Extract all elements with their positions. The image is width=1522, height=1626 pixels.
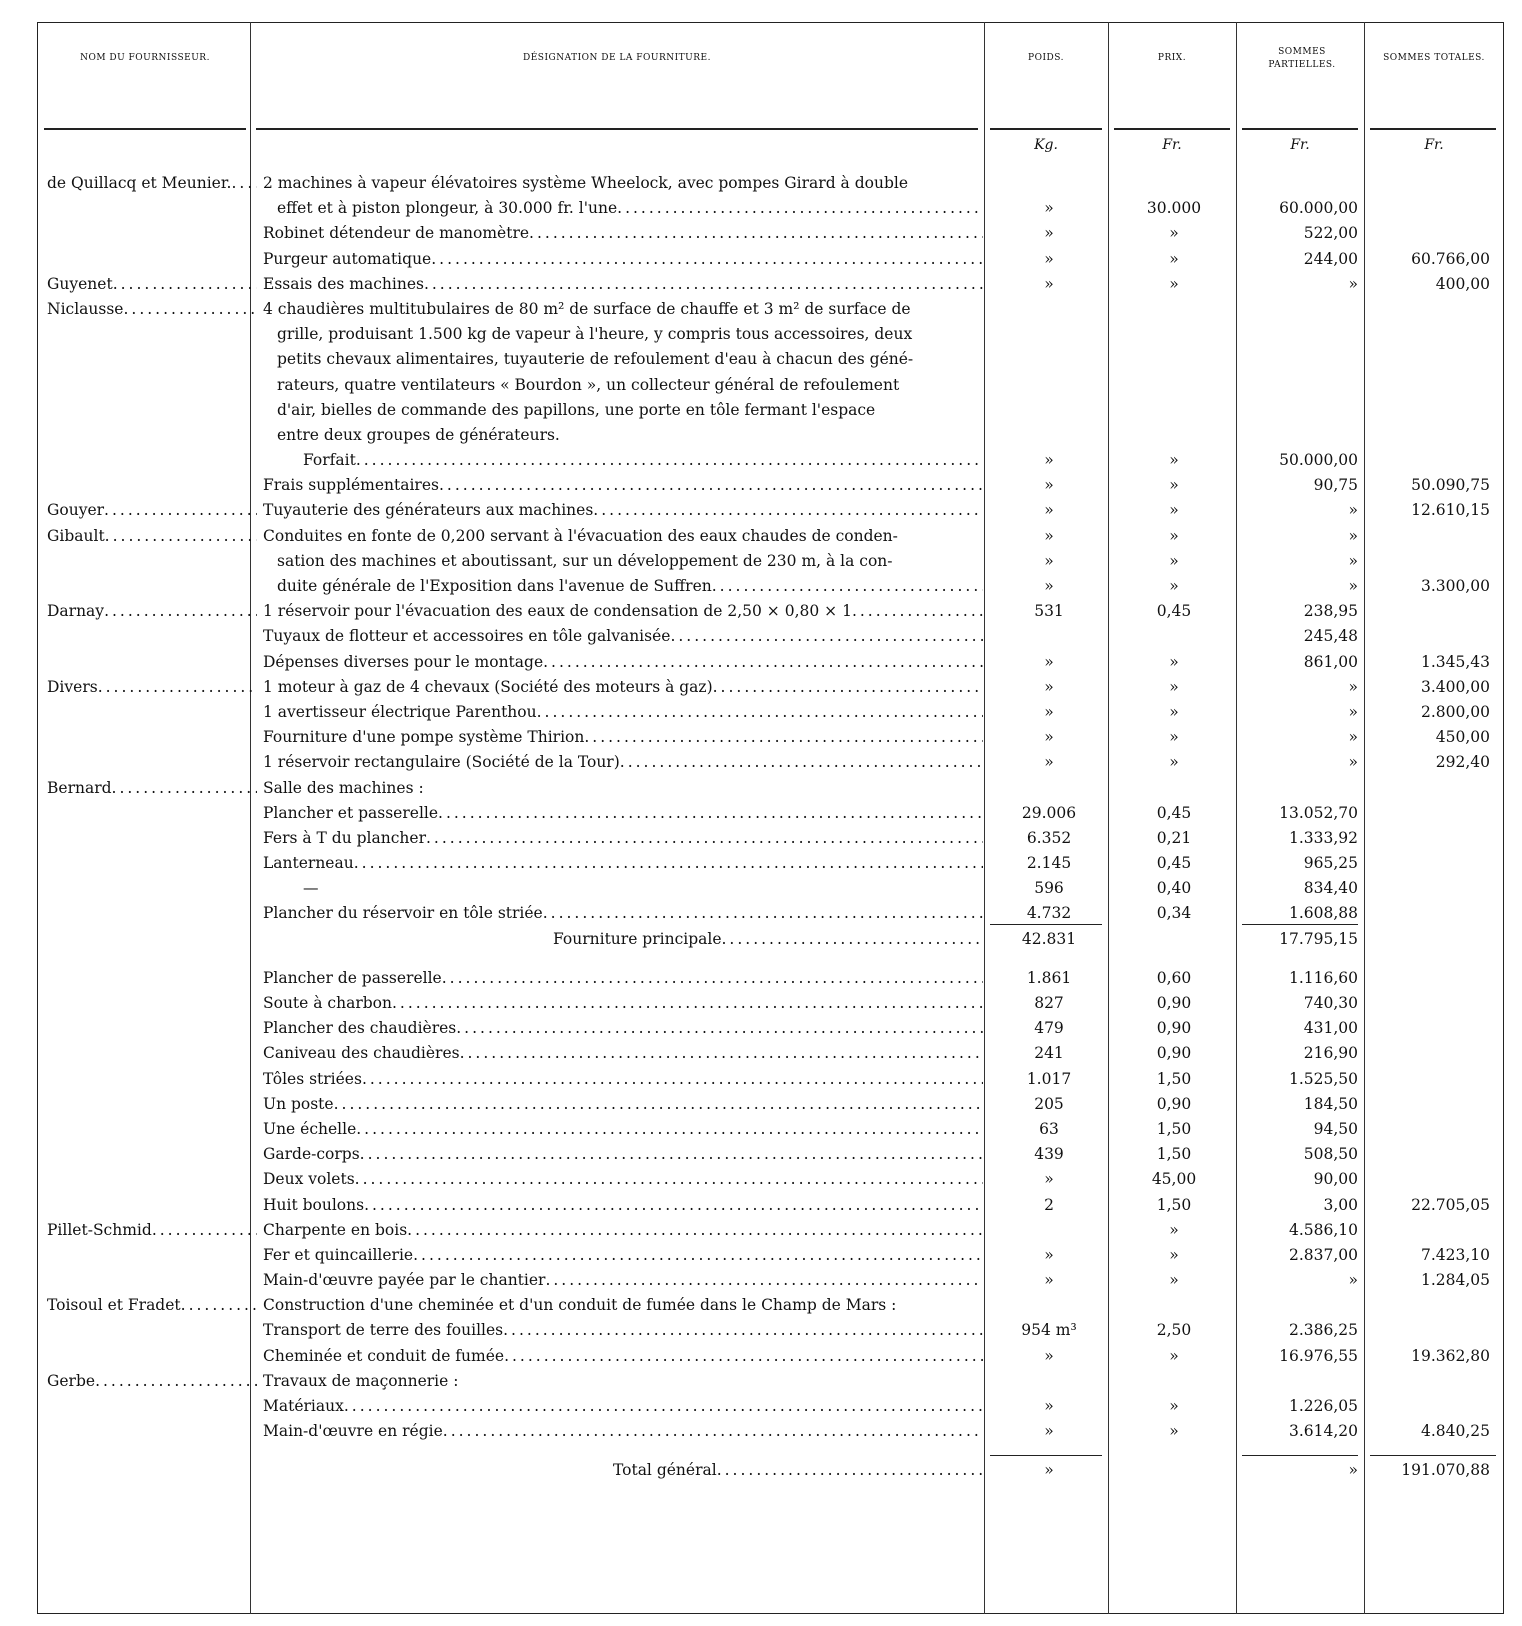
item-designation: Plancher du réservoir en tôle striée .....	[263, 901, 983, 926]
row-spacer	[0, 952, 1522, 966]
item-somme-partielle: »	[1348, 677, 1358, 696]
item-designation: Essais des machines .....	[263, 272, 983, 297]
table-row	[0, 1092, 1522, 1117]
unit-totales: Fr.	[1424, 137, 1444, 153]
table-row	[0, 1016, 1522, 1041]
item-somme-totale: 3.300,00	[1420, 577, 1490, 595]
item-prix: »	[1169, 224, 1179, 243]
item-designation: grille, produisant 1.500 kg de vapeur à l'heure, y compris tous accessoires, deux	[277, 325, 913, 344]
item-designation: 4 chaudières multitubulaires de 80 m² de surface de chauffe et 3 m² de surface de	[263, 299, 911, 318]
header-totales: SOMMES TOTALES.	[1383, 53, 1485, 63]
header-partielles: SOMMES PARTIELLES.	[1268, 47, 1336, 70]
item-somme-totale: 4.840,25	[1420, 1422, 1490, 1441]
item-designation: Plancher des chaudières .....	[263, 1016, 983, 1041]
item-prix: »	[1169, 274, 1179, 293]
item-somme-totale: 2.800,00	[1420, 702, 1490, 721]
item-prix: »	[1169, 1346, 1179, 1365]
item-prix: »	[1169, 551, 1179, 570]
item-somme-partielle: 2.837,00	[1288, 1245, 1358, 1264]
item-designation: —	[303, 879, 319, 898]
table-row	[0, 1419, 1522, 1444]
item-designation: Fourniture principale .....	[263, 927, 983, 952]
item-designation: Forfait .....	[263, 448, 983, 473]
item-somme-partielle: »	[1348, 577, 1358, 595]
table-row	[0, 1218, 1522, 1243]
table-row	[0, 650, 1522, 675]
table-row	[0, 1041, 1522, 1066]
item-designation: effet et à piston plongeur, à 30.000 fr. l'une .....	[263, 196, 983, 221]
item-designation: Salle des machines :	[263, 778, 424, 797]
item-somme-totale: 50.090,75	[1411, 476, 1490, 495]
item-designation: Travaux de maçonnerie :	[263, 1371, 459, 1390]
item-somme-partielle: »	[1348, 728, 1358, 747]
item-somme-partielle: »	[1348, 526, 1358, 545]
item-designation: Caniveau des chaudières .....	[263, 1041, 983, 1066]
item-somme-partielle: 50.000,00	[1279, 451, 1358, 470]
item-designation: entre deux groupes de générateurs.	[277, 425, 560, 444]
supplier-name: Toisoul et Fradet .....	[47, 1293, 257, 1318]
item-poids: 479	[1034, 1019, 1064, 1038]
item-prix: 1,50	[1156, 1069, 1192, 1088]
item-designation: Plancher et passerelle .....	[263, 801, 983, 826]
table-row	[0, 801, 1522, 826]
item-somme-totale: 450,00	[1435, 728, 1490, 747]
item-prix: 2,50	[1156, 1321, 1192, 1340]
item-prix: »	[1169, 249, 1179, 268]
item-somme-partielle: »	[1348, 274, 1358, 293]
item-somme-partielle: 2.386,25	[1288, 1321, 1358, 1340]
supplier-name: Gerbe .....	[47, 1369, 257, 1394]
item-somme-totale: 7.423,10	[1420, 1245, 1490, 1264]
item-somme-partielle: »	[1348, 551, 1358, 570]
item-somme-partielle: »	[1348, 1271, 1358, 1290]
table-row	[0, 927, 1522, 952]
table-row	[0, 675, 1522, 700]
item-poids: 29.006	[1021, 803, 1077, 822]
item-designation: d'air, bielles de commande des papillons, une porte en tôle fermant l'espace	[277, 400, 876, 419]
table-row	[0, 826, 1522, 851]
item-prix: »	[1169, 577, 1179, 595]
item-poids: 63	[1039, 1119, 1059, 1138]
item-designation: Purgeur automatique .....	[263, 247, 983, 272]
item-somme-totale: 19.362,80	[1411, 1346, 1490, 1365]
item-poids: 596	[1034, 879, 1064, 898]
item-poids: »	[1044, 1346, 1054, 1365]
table-row	[0, 1318, 1522, 1343]
table-row	[0, 1142, 1522, 1167]
item-poids: 205	[1034, 1094, 1064, 1113]
supplier-name: Bernard .....	[47, 776, 257, 801]
table-row	[0, 247, 1522, 272]
item-prix: 0,40	[1156, 879, 1192, 898]
item-prix: 0,21	[1156, 828, 1192, 847]
item-designation: Matériaux .....	[263, 1394, 983, 1419]
item-somme-partielle: 184,50	[1303, 1094, 1358, 1113]
table-row	[0, 196, 1522, 221]
table-row	[0, 373, 1522, 398]
item-somme-partielle: 1.333,92	[1288, 828, 1358, 847]
item-poids: 2.145	[1026, 854, 1072, 873]
header-rule	[1370, 128, 1496, 130]
table-row	[0, 599, 1522, 624]
item-designation: Construction d'une cheminée et d'un conduit de fumée dans le Champ de Mars :	[263, 1296, 897, 1315]
item-designation: 1 réservoir rectangulaire (Société de la Tour) .....	[263, 750, 983, 775]
item-poids: »	[1044, 199, 1054, 218]
table-row	[0, 750, 1522, 775]
item-poids: »	[1044, 702, 1054, 721]
table-row	[0, 574, 1522, 599]
item-poids: »	[1044, 1422, 1054, 1441]
table-row	[0, 171, 1522, 196]
item-somme-partielle: 3.614,20	[1288, 1422, 1358, 1441]
item-somme-totale: 12.610,15	[1411, 501, 1490, 520]
item-designation: Fourniture d'une pompe système Thirion .....	[263, 725, 983, 750]
item-prix: »	[1169, 476, 1179, 495]
supplier-name: Divers .....	[47, 675, 257, 700]
item-poids: »	[1044, 1170, 1054, 1189]
item-prix: 0,45	[1156, 803, 1192, 822]
item-designation: Deux volets .....	[263, 1167, 983, 1192]
item-poids: 439	[1034, 1145, 1064, 1164]
item-poids: »	[1044, 1271, 1054, 1290]
item-designation: Fer et quincaillerie .....	[263, 1243, 983, 1268]
table-row	[0, 347, 1522, 372]
item-somme-totale: 22.705,05	[1411, 1195, 1490, 1214]
item-poids: »	[1044, 577, 1054, 595]
item-somme-partielle: 4.586,10	[1288, 1220, 1358, 1239]
table-row	[0, 1369, 1522, 1394]
item-somme-partielle: 90,75	[1313, 476, 1358, 495]
item-poids: »	[1044, 1397, 1054, 1415]
item-prix: 0,45	[1156, 854, 1192, 873]
item-designation: Main-d'œuvre payée par le chantier .....	[263, 1268, 983, 1293]
supplier-name: Niclausse .....	[47, 297, 257, 322]
item-designation: 1 moteur à gaz de 4 chevaux (Société des moteurs à gaz) .....	[263, 675, 983, 700]
item-designation: Garde-corps .....	[263, 1142, 983, 1167]
supplier-name: Gibault .....	[47, 524, 257, 549]
item-designation: Robinet détendeur de manomètre .....	[263, 221, 983, 246]
item-designation: sation des machines et aboutissant, sur un développement de 230 m, à la con-	[277, 551, 893, 570]
item-poids: 1.861	[1026, 968, 1072, 987]
item-designation: Plancher de passerelle .....	[263, 966, 983, 991]
sum-rule	[1242, 924, 1358, 925]
unit-prix: Fr.	[1162, 137, 1182, 153]
item-prix: »	[1169, 652, 1179, 671]
item-poids: »	[1044, 1245, 1054, 1264]
item-prix: »	[1169, 677, 1179, 696]
item-somme-totale: 292,40	[1435, 753, 1490, 772]
item-poids: »	[1044, 249, 1054, 268]
item-designation: Tôles striées .....	[263, 1067, 983, 1092]
item-designation: petits chevaux alimentaires, tuyauterie de refoulement d'eau à chacun des géné-	[277, 350, 914, 369]
table-row	[0, 423, 1522, 448]
item-poids: 42.831	[1021, 929, 1077, 948]
table-row	[0, 524, 1522, 549]
item-prix: »	[1169, 501, 1179, 520]
item-prix: 0,60	[1156, 968, 1192, 987]
item-somme-partielle: 508,50	[1303, 1145, 1358, 1164]
table-row	[0, 1268, 1522, 1293]
item-prix: 45,00	[1151, 1170, 1197, 1189]
item-designation: duite générale de l'Exposition dans l'avenue de Suffren .....	[263, 574, 983, 599]
item-somme-partielle: »	[1348, 1461, 1358, 1480]
item-somme-partielle: 1.226,05	[1288, 1397, 1358, 1415]
supplier-name: Darnay .....	[47, 599, 257, 624]
header-poids: POIDS.	[1028, 53, 1064, 63]
item-prix: »	[1169, 1397, 1179, 1415]
header-rule	[990, 128, 1102, 130]
item-poids: 954 m³	[1021, 1321, 1077, 1340]
table-row	[0, 448, 1522, 473]
header-designation: DÉSIGNATION DE LA FOURNITURE.	[523, 53, 711, 63]
item-somme-totale: 1.345,43	[1420, 652, 1490, 671]
item-somme-partielle: 1.116,60	[1288, 968, 1358, 987]
item-designation: Total général .....	[263, 1458, 983, 1483]
item-prix: »	[1169, 526, 1179, 545]
item-prix: 0,90	[1156, 1044, 1192, 1063]
row-spacer	[0, 1444, 1522, 1458]
item-poids: 827	[1034, 994, 1064, 1012]
item-somme-partielle: 17.795,15	[1279, 929, 1358, 948]
table-row	[0, 1458, 1522, 1483]
table-row	[0, 776, 1522, 801]
item-somme-totale: 3.400,00	[1420, 677, 1490, 696]
item-somme-partielle: 94,50	[1313, 1119, 1358, 1138]
header-rule	[1114, 128, 1230, 130]
item-somme-partielle: 245,48	[1303, 627, 1358, 646]
item-somme-partielle: 1.525,50	[1288, 1069, 1358, 1088]
table-row	[0, 876, 1522, 901]
item-poids: »	[1044, 677, 1054, 696]
table-row	[0, 1394, 1522, 1419]
item-prix: 1,50	[1156, 1119, 1192, 1138]
table-row	[0, 1117, 1522, 1142]
item-somme-partielle: »	[1348, 702, 1358, 721]
item-designation: Tuyauterie des générateurs aux machines .....	[263, 498, 983, 523]
item-somme-totale: 400,00	[1435, 274, 1490, 293]
item-poids: »	[1044, 753, 1054, 772]
item-somme-partielle: 3,00	[1323, 1195, 1358, 1214]
supplier-name: de Quillacq et Meunier. .....	[47, 171, 257, 196]
table-row	[0, 1243, 1522, 1268]
item-prix: 0,90	[1156, 994, 1192, 1012]
item-prix: 0,45	[1156, 602, 1192, 621]
item-prix: »	[1169, 1220, 1179, 1239]
table-row	[0, 1067, 1522, 1092]
sum-rule	[1370, 1455, 1496, 1456]
item-somme-partielle: 238,95	[1303, 602, 1358, 621]
header-prix: PRIX.	[1157, 53, 1187, 63]
item-somme-partielle: 244,00	[1303, 249, 1358, 268]
unit-partielles: Fr.	[1290, 137, 1310, 153]
item-prix: »	[1169, 1271, 1179, 1290]
supplier-name: Gouyer .....	[47, 498, 257, 523]
item-somme-partielle: 861,00	[1303, 652, 1358, 671]
table-row	[0, 991, 1522, 1016]
table-row	[0, 1193, 1522, 1218]
item-somme-partielle: 60.000,00	[1279, 199, 1358, 218]
item-designation: Tuyaux de flotteur et accessoires en tôle galvanisée .....	[263, 624, 983, 649]
unit-poids: Kg.	[1034, 137, 1058, 153]
item-somme-totale: 60.766,00	[1411, 249, 1490, 268]
sum-rule	[990, 1455, 1102, 1456]
supplier-name: Pillet-Schmid .....	[47, 1218, 257, 1243]
item-prix: 0,90	[1156, 1094, 1192, 1113]
item-poids: »	[1044, 224, 1054, 243]
item-poids: »	[1044, 526, 1054, 545]
item-designation: Conduites en fonte de 0,200 servant à l'évacuation des eaux chaudes de conden-	[263, 526, 898, 545]
item-poids: 241	[1034, 1044, 1064, 1063]
header-rule	[44, 128, 246, 130]
item-somme-partielle: 13.052,70	[1279, 803, 1358, 822]
item-designation: Dépenses diverses pour le montage .....	[263, 650, 983, 675]
item-poids: 2	[1044, 1195, 1054, 1214]
table-row	[0, 297, 1522, 322]
item-somme-partielle: »	[1348, 753, 1358, 772]
item-somme-partielle: 740,30	[1303, 994, 1358, 1012]
item-somme-partielle: 1.608,88	[1288, 904, 1358, 923]
item-designation: 2 machines à vapeur élévatoires système Wheelock, avec pompes Girard à double	[263, 174, 908, 192]
table-row	[0, 498, 1522, 523]
item-designation: Lanterneau .....	[263, 851, 983, 876]
table-row	[0, 272, 1522, 297]
item-poids: »	[1044, 451, 1054, 470]
item-poids: 1.017	[1026, 1069, 1072, 1088]
item-designation: 1 avertisseur électrique Parenthou .....	[263, 700, 983, 725]
item-designation: Frais supplémentaires .....	[263, 473, 983, 498]
item-prix: »	[1169, 702, 1179, 721]
item-designation: Un poste .....	[263, 1092, 983, 1117]
item-poids: 4.732	[1026, 904, 1072, 923]
table-row	[0, 1293, 1522, 1318]
item-designation: Fers à T du plancher .....	[263, 826, 983, 851]
item-poids: 6.352	[1026, 828, 1072, 847]
item-designation: Huit boulons .....	[263, 1193, 983, 1218]
item-poids: »	[1044, 1461, 1054, 1480]
table-body	[0, 171, 1522, 1484]
item-somme-partielle: 216,90	[1303, 1044, 1358, 1063]
header-name: NOM DU FOURNISSEUR.	[80, 53, 210, 63]
item-poids: »	[1044, 501, 1054, 520]
item-somme-totale: 191.070,88	[1401, 1461, 1490, 1480]
item-designation: Soute à charbon .....	[263, 991, 983, 1016]
header-rule	[1242, 128, 1358, 130]
sum-rule	[990, 924, 1102, 925]
item-prix: »	[1169, 728, 1179, 747]
item-designation: Cheminée et conduit de fumée .....	[263, 1344, 983, 1369]
item-designation: 1 réservoir pour l'évacuation des eaux de condensation de 2,50 × 0,80 × 1 .....	[263, 599, 983, 624]
item-prix: 0,90	[1156, 1019, 1192, 1038]
table-row	[0, 549, 1522, 574]
table-row	[0, 398, 1522, 423]
table-row	[0, 901, 1522, 926]
table-row	[0, 700, 1522, 725]
item-designation: Transport de terre des fouilles .....	[263, 1318, 983, 1343]
item-prix: 1,50	[1156, 1195, 1192, 1214]
table-row	[0, 473, 1522, 498]
item-prix: »	[1169, 1422, 1179, 1441]
item-somme-partielle: 522,00	[1303, 224, 1358, 243]
item-designation: Main-d'œuvre en régie .....	[263, 1419, 983, 1444]
item-poids: »	[1044, 551, 1054, 570]
item-prix: 30.000	[1146, 199, 1202, 218]
item-designation: Une échelle .....	[263, 1117, 983, 1142]
sum-rule	[1242, 1455, 1358, 1456]
table-row	[0, 221, 1522, 246]
item-somme-partielle: 16.976,55	[1279, 1346, 1358, 1365]
item-poids: »	[1044, 476, 1054, 495]
item-prix: »	[1169, 451, 1179, 470]
table-row	[0, 624, 1522, 649]
item-somme-partielle: 90,00	[1313, 1170, 1358, 1189]
item-poids: »	[1044, 728, 1054, 747]
item-designation: rateurs, quatre ventilateurs « Bourdon », un collecteur général de refoulement	[277, 375, 900, 394]
header-rule	[256, 128, 978, 130]
item-prix: »	[1169, 753, 1179, 772]
item-poids: »	[1044, 652, 1054, 671]
item-somme-partielle: 965,25	[1303, 854, 1358, 873]
table-row	[0, 725, 1522, 750]
item-somme-partielle: »	[1348, 501, 1358, 520]
supplier-name: Guyenet .....	[47, 272, 257, 297]
item-prix: 0,34	[1156, 904, 1192, 923]
item-prix: 1,50	[1156, 1145, 1192, 1164]
item-poids: »	[1044, 274, 1054, 293]
item-poids: 531	[1034, 602, 1064, 621]
item-somme-totale: 1.284,05	[1420, 1271, 1490, 1290]
table-row	[0, 851, 1522, 876]
item-somme-partielle: 431,00	[1303, 1019, 1358, 1038]
table-row	[0, 322, 1522, 347]
table-row	[0, 1344, 1522, 1369]
item-somme-partielle: 834,40	[1303, 879, 1358, 898]
table-row	[0, 1167, 1522, 1192]
table-row	[0, 966, 1522, 991]
item-prix: »	[1169, 1245, 1179, 1264]
item-designation: Charpente en bois .....	[263, 1218, 983, 1243]
